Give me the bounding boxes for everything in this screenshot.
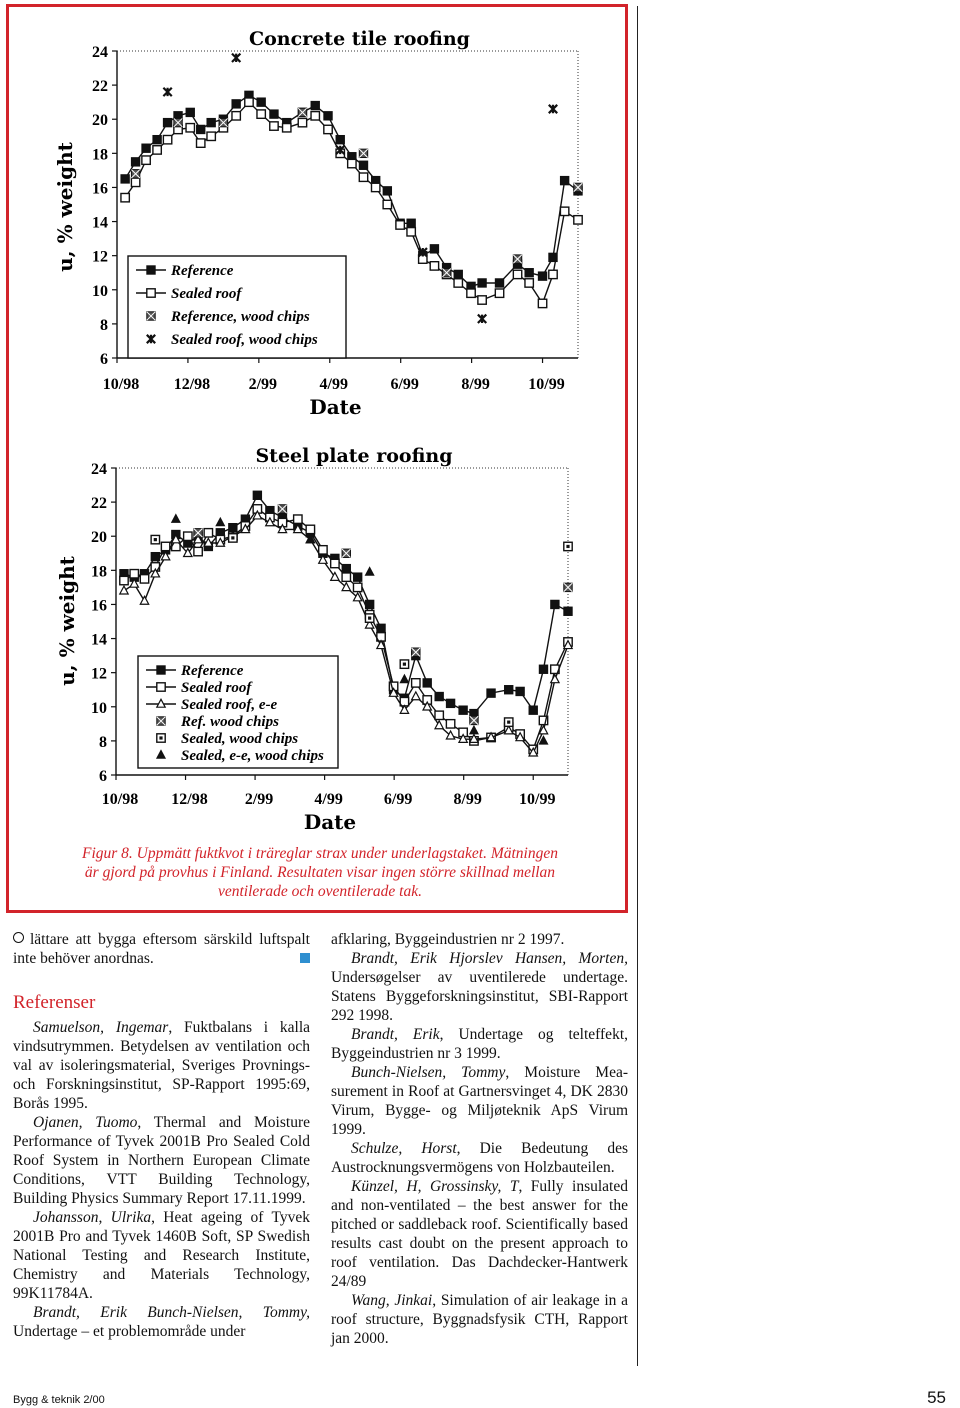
- data-point: [298, 108, 306, 116]
- data-point: [184, 532, 192, 540]
- y-tick-label: 18: [92, 146, 108, 164]
- data-point: [270, 122, 278, 130]
- y-tick-label: 8: [100, 316, 108, 334]
- data-point: [298, 118, 306, 126]
- x-tick-label: 6/99: [383, 791, 413, 808]
- x-tick-label: 6/99: [390, 376, 419, 393]
- data-point: [219, 118, 227, 126]
- data-point: [454, 270, 462, 278]
- data-point: [131, 158, 139, 166]
- x-tick-label: 10/98: [101, 791, 139, 808]
- data-point: [365, 614, 373, 622]
- data-point: [353, 573, 361, 581]
- data-point: [412, 679, 420, 687]
- data-point-dot: [403, 663, 406, 666]
- x-tick-label: 10/99: [528, 376, 565, 393]
- data-point: [359, 173, 367, 181]
- data-point: [294, 515, 302, 523]
- reference-item: Bunch-Nielsen, Tommy, Moisture Measurement in Roof at Gartnersvinget 4, DK 2830 Virum, Bygge- og Miljøteknik ApS Virum 1999.: [331, 1064, 628, 1138]
- data-point: [232, 112, 240, 120]
- y-axis-title: u, % weight: [53, 142, 77, 272]
- y-tick-label: 12: [91, 665, 107, 683]
- data-point: [253, 491, 261, 499]
- y-tick-label: 18: [91, 563, 107, 581]
- x-tick-label: 10/99: [519, 791, 556, 808]
- data-point: [348, 159, 356, 167]
- legend-label: Sealed, wood chips: [181, 731, 299, 747]
- x-axis-title: Date: [303, 810, 357, 834]
- legend-label: Sealed roof: [171, 286, 242, 302]
- data-point: [365, 567, 373, 575]
- data-point: [245, 98, 253, 106]
- data-point: [120, 586, 128, 594]
- chart-title: Steel plate roofing: [255, 445, 453, 467]
- legend-marker: [157, 734, 165, 742]
- data-point: [459, 706, 467, 714]
- data-point: [229, 534, 237, 542]
- data-point: [560, 207, 568, 215]
- data-point: [336, 135, 344, 143]
- data-point: [400, 675, 408, 683]
- data-point: [131, 170, 139, 178]
- data-point-dot: [566, 545, 569, 548]
- data-point: [121, 193, 129, 201]
- figure-caption: [30, 844, 610, 901]
- reference-item: Brandt, Erik Hjorslev Hansen, Morten, Undersøgelser av uventilerede undertage. Statens Byggeforskningsinstitut, SBI-Rapport 292 1998.: [331, 950, 628, 1024]
- data-point: [478, 296, 486, 304]
- data-point: [204, 529, 212, 537]
- data-point: [278, 505, 286, 513]
- data-point: [142, 156, 150, 164]
- data-point: [470, 716, 478, 724]
- data-point: [513, 255, 521, 263]
- data-point: [560, 176, 568, 184]
- left-column: [13, 930, 310, 1341]
- data-point: [319, 546, 327, 554]
- data-point: [442, 269, 450, 277]
- y-tick-label: 14: [91, 631, 107, 649]
- data-point: [539, 665, 547, 673]
- data-point: [153, 135, 161, 143]
- data-point: [186, 108, 194, 116]
- end-mark-icon: [300, 953, 310, 963]
- data-point: [371, 183, 379, 191]
- data-point: [383, 200, 391, 208]
- data-point: [153, 146, 161, 154]
- data-point: [359, 161, 367, 169]
- legend-marker: [157, 717, 165, 725]
- chart-title: Concrete tile roofing: [249, 28, 470, 50]
- caption-line: ventilerade och oventilerade tak.: [217, 883, 422, 900]
- x-tick-label: 12/98: [173, 376, 211, 393]
- y-axis-title: u, % weight: [55, 556, 79, 686]
- data-point: [446, 720, 454, 728]
- data-point: [207, 118, 215, 126]
- data-point: [549, 270, 557, 278]
- data-point: [564, 542, 572, 550]
- data-point: [574, 216, 582, 224]
- column-rule: [637, 6, 638, 1366]
- data-point: [549, 105, 557, 113]
- y-tick-label: 10: [92, 282, 108, 300]
- data-point: [383, 187, 391, 195]
- legend-label: Sealed roof, wood chips: [171, 332, 318, 348]
- data-point: [232, 100, 240, 108]
- x-tick-label: 2/99: [244, 791, 274, 808]
- data-point: [163, 88, 171, 96]
- legend-marker: [157, 666, 165, 674]
- data-point: [151, 535, 159, 543]
- data-point: [467, 289, 475, 297]
- data-point: [163, 118, 171, 126]
- y-tick-label: 12: [92, 248, 108, 266]
- reference-continuation: afklaring, Byggeindustrien nr 2 1997.: [331, 931, 565, 948]
- reference-item: Brandt, Erik, Undertage og telteffekt, Byggeindustrien nr 3 1999.: [331, 1026, 628, 1062]
- data-point: [311, 101, 319, 109]
- y-tick-label: 6: [100, 351, 108, 368]
- data-point: [306, 525, 314, 533]
- data-point-dot: [368, 616, 371, 619]
- reference-item: Johansson, Ulrika, Heat ageing of Tyvek 2001B Pro and Tyvek 1460B Soft, SP Swedish National Testing and Research Institute, Chemistry and Materials Technology, 99K11784A.: [13, 1209, 310, 1302]
- chart-concrete-tile: [0, 0, 630, 425]
- y-tick-label: 16: [91, 597, 107, 615]
- data-point: [331, 559, 339, 567]
- data-point: [412, 692, 420, 700]
- data-point: [470, 726, 478, 734]
- reference-item: Künzel, H, Grossinsky, T, Fully insulated and non-ventilated – the best answer for the pitched or saddleback roof. Scientifically based results cast doubt on the present approach to roof ventilation. Das Dachdecker-Hantwerk 24/89: [331, 1178, 628, 1290]
- data-point: [430, 262, 438, 270]
- y-tick-label: 24: [92, 44, 108, 61]
- data-point: [513, 270, 521, 278]
- data-point: [353, 583, 361, 591]
- data-point: [174, 118, 182, 126]
- data-point: [505, 718, 513, 726]
- data-point: [423, 679, 431, 687]
- data-point-dot: [154, 538, 157, 541]
- legend-marker: [147, 312, 155, 320]
- data-point: [311, 112, 319, 120]
- y-tick-label: 14: [92, 214, 108, 232]
- legend-label: Sealed roof: [181, 680, 252, 696]
- y-tick-label: 22: [92, 78, 108, 96]
- legend-label: Sealed, e-e, wood chips: [181, 748, 324, 764]
- data-point-dot: [231, 536, 234, 539]
- data-point: [538, 299, 546, 307]
- data-point: [232, 54, 240, 62]
- data-point: [454, 279, 462, 287]
- data-point: [564, 583, 572, 591]
- x-tick-label: 4/99: [314, 791, 343, 808]
- data-point: [551, 675, 559, 683]
- data-point: [197, 125, 205, 133]
- y-tick-label: 22: [91, 495, 107, 513]
- data-point: [574, 183, 582, 191]
- data-point: [359, 149, 367, 157]
- data-point: [131, 178, 139, 186]
- data-point: [342, 573, 350, 581]
- data-point: [412, 648, 420, 656]
- y-tick-label: 24: [91, 461, 107, 478]
- data-point: [407, 228, 415, 236]
- references-heading: Referenser: [13, 992, 96, 1013]
- caption-line: är gjord på provhus i Finland. Resultaten visar ingen större skillnad mellan: [84, 864, 556, 881]
- reference-item: Samuelson, Ingemar, Fuktbalans i kalla vindsutrymmen. Betydelsen av ventilation och val av isoleringsmaterial, Sveriges Provnings- och Forskningsinstitut, SP-Rapport 1995:69, Borås 1995.: [13, 1019, 311, 1112]
- bullet-paragraph: lättare att bygga eftersom särskild luftspalt inte behöver anordnas.: [13, 931, 310, 967]
- data-point: [435, 692, 443, 700]
- data-point: [163, 135, 171, 143]
- x-tick-label: 8/99: [453, 791, 482, 808]
- data-point: [342, 564, 350, 572]
- y-tick-label: 16: [92, 180, 108, 198]
- journal-footer: Bygg & teknik 2/00: [13, 1394, 105, 1406]
- data-point: [130, 570, 138, 578]
- y-tick-label: 10: [91, 699, 107, 717]
- x-tick-label: 12/98: [171, 791, 208, 808]
- data-point: [270, 110, 278, 118]
- data-point: [194, 529, 202, 537]
- reference-item: Schulze, Horst, Die Bedeutung des Austrocknungsvermögens von Holzbauteilen.: [331, 1140, 628, 1176]
- reference-item: Ojanen, Tuomo, Thermal and Moisture Performance of Tyvek 2001B Pro Sealed Cold Roof System in Northern European Climate Conditions, VTT Building Technology, Building Physics Summary Report 17.11.1999.: [13, 1114, 310, 1207]
- data-point: [140, 596, 148, 604]
- page-number: 55: [927, 1388, 946, 1407]
- data-point: [525, 279, 533, 287]
- bullet-icon: [13, 932, 24, 943]
- data-point: [551, 600, 559, 608]
- data-point: [216, 518, 224, 526]
- data-point: [538, 272, 546, 280]
- data-point: [207, 132, 215, 140]
- data-point: [121, 175, 129, 183]
- data-point: [172, 514, 180, 522]
- chart-steel-plate: [0, 418, 630, 843]
- y-tick-label: 20: [91, 529, 107, 547]
- data-point: [430, 245, 438, 253]
- x-tick-label: 4/99: [319, 376, 348, 393]
- y-tick-label: 6: [99, 768, 107, 785]
- data-point: [495, 289, 503, 297]
- x-axis-title: Date: [309, 395, 362, 419]
- data-point: [516, 687, 524, 695]
- legend-label: Sealed roof, e-e: [181, 697, 278, 713]
- data-point: [194, 547, 202, 555]
- data-point: [564, 607, 572, 615]
- data-point: [478, 279, 486, 287]
- data-point: [529, 706, 537, 714]
- data-point: [407, 219, 415, 227]
- caption-line: Figur 8. Uppmätt fuktkvot i träreglar strax under underlagstaket. Mätningen: [82, 845, 558, 862]
- x-tick-label: 10/98: [102, 376, 140, 393]
- legend-label: Reference: [181, 663, 244, 679]
- data-point: [400, 660, 408, 668]
- reference-item: Brandt, Erik Bunch-Nielsen, Tommy, Undertage – et problemområde under: [13, 1304, 310, 1340]
- legend-marker-dot: [159, 736, 162, 739]
- data-point: [396, 221, 404, 229]
- data-point: [257, 98, 265, 106]
- x-tick-label: 2/99: [248, 376, 278, 393]
- data-point: [478, 315, 486, 323]
- right-column: [331, 930, 628, 1348]
- data-point: [525, 269, 533, 277]
- data-point: [435, 711, 443, 719]
- y-tick-label: 8: [99, 733, 107, 751]
- data-point-dot: [507, 721, 510, 724]
- y-tick-label: 20: [92, 112, 108, 130]
- legend-marker: [147, 266, 155, 274]
- legend-label: Ref. wood chips: [181, 714, 279, 730]
- data-point: [342, 549, 350, 557]
- data-point: [324, 112, 332, 120]
- reference-item: Wang, Jinkai, Simulation of air leakage in a roof structure, Byggnadsfysik CTH, Rapport jan 2000.: [331, 1292, 628, 1347]
- data-point: [495, 279, 503, 287]
- data-point: [505, 686, 513, 694]
- data-point: [446, 699, 454, 707]
- data-point: [324, 125, 332, 133]
- legend-label: Reference, wood chips: [171, 309, 310, 325]
- data-point: [186, 124, 194, 132]
- legend-marker: [147, 289, 155, 297]
- legend-marker: [157, 683, 165, 691]
- x-tick-label: 8/99: [461, 376, 490, 393]
- data-point: [487, 689, 495, 697]
- data-point: [120, 576, 128, 584]
- data-point: [197, 139, 205, 147]
- legend-label: Reference: [171, 263, 234, 279]
- data-point: [161, 542, 169, 550]
- data-point: [257, 110, 265, 118]
- data-point: [142, 144, 150, 152]
- data-point: [140, 575, 148, 583]
- data-point: [283, 124, 291, 132]
